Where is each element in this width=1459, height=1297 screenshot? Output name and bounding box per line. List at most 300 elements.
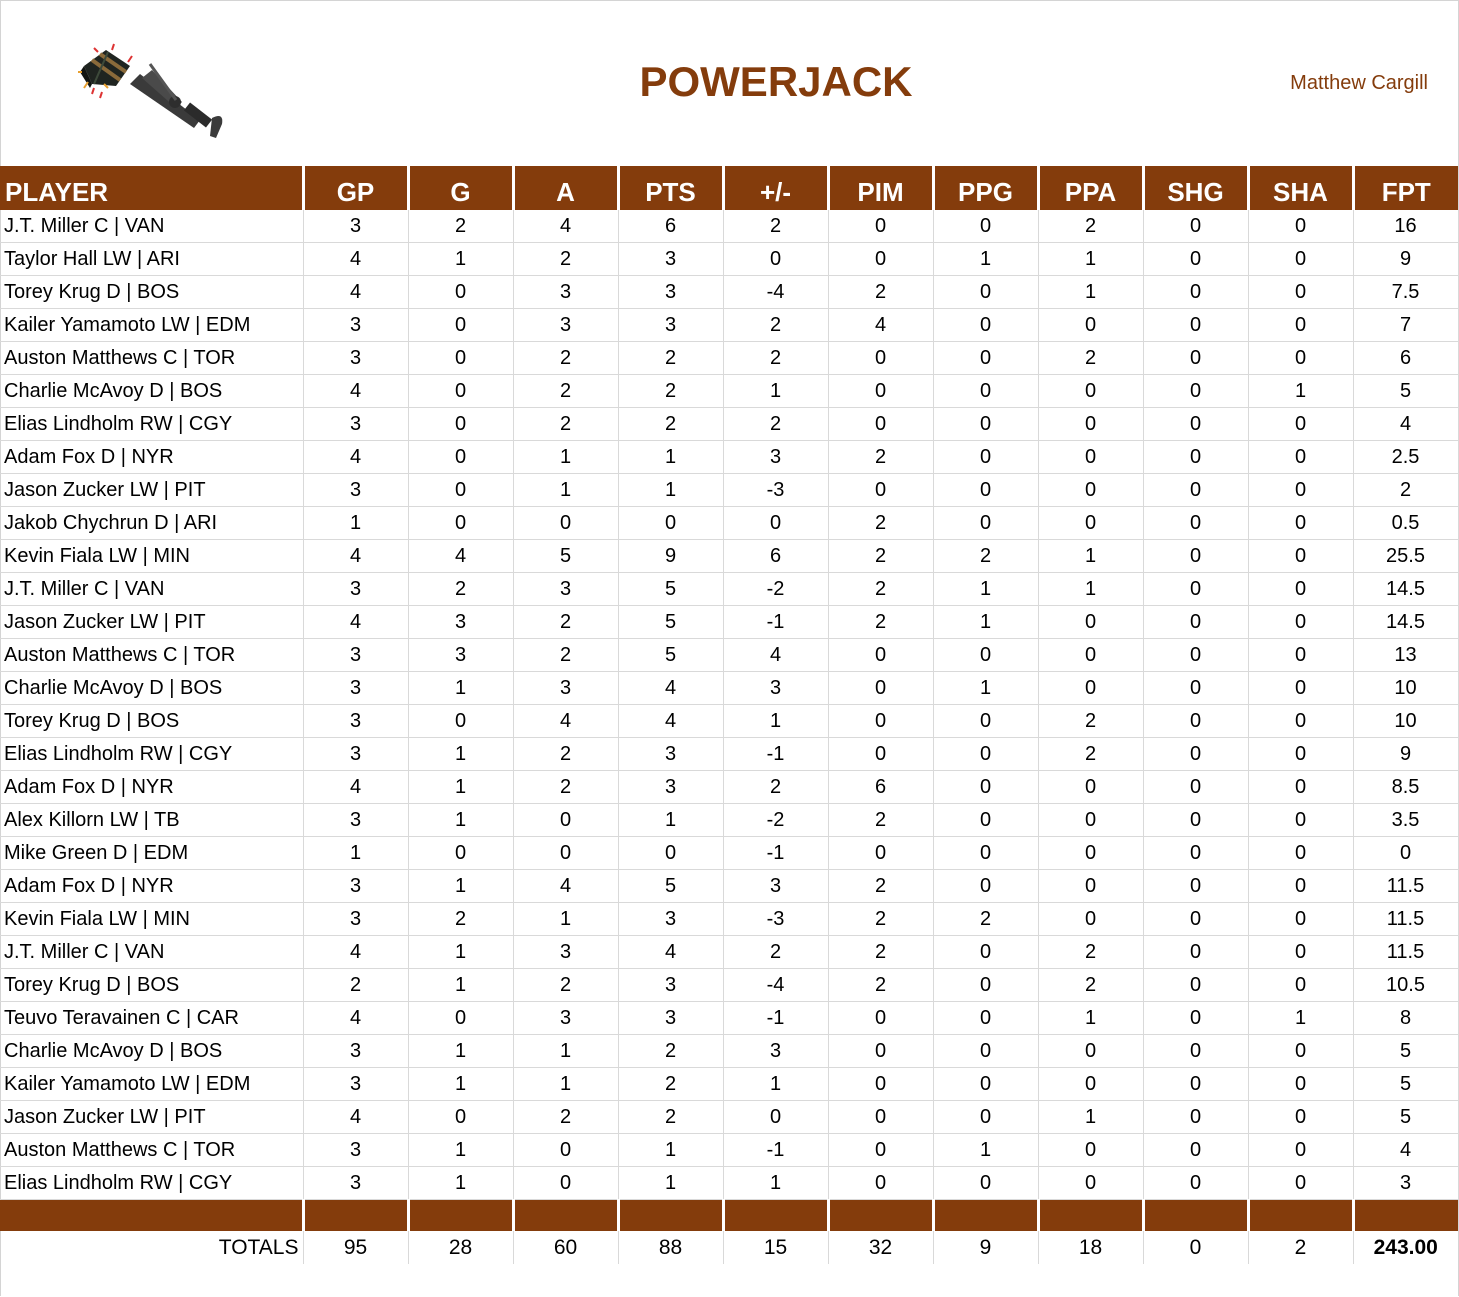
cell-plus-minus: 2 <box>723 309 828 342</box>
table-row <box>0 870 1458 903</box>
cell-plus-minus: 1 <box>723 705 828 738</box>
cell-gp: 4 <box>303 441 408 474</box>
cell-pim: 2 <box>828 507 933 540</box>
cell-plus-minus: -1 <box>723 837 828 870</box>
column-header-pim: PIM <box>828 166 933 210</box>
cell-shg: 0 <box>1143 276 1248 309</box>
cell-ppa: 0 <box>1038 408 1143 441</box>
cell-ppa: 0 <box>1038 672 1143 705</box>
cell-plus-minus: 3 <box>723 441 828 474</box>
cell-pim: 2 <box>828 276 933 309</box>
cell-fpt: 5 <box>1353 375 1458 408</box>
cell-player-name: Jason Zucker LW | PIT <box>0 474 303 507</box>
cell-a: 4 <box>513 210 618 243</box>
cell-pts: 3 <box>618 771 723 804</box>
table-row <box>0 1134 1458 1167</box>
column-header-a: A <box>513 166 618 210</box>
table-row <box>0 573 1458 606</box>
cell-sha: 0 <box>1248 210 1353 243</box>
cell-fpt: 11.5 <box>1353 870 1458 903</box>
cell-fpt: 13 <box>1353 639 1458 672</box>
cell-pts: 1 <box>618 1134 723 1167</box>
cell-player-name: Auston Matthews C | TOR <box>0 342 303 375</box>
cell-sha: 0 <box>1248 1101 1353 1134</box>
table-row <box>0 771 1458 804</box>
cell-ppa: 1 <box>1038 243 1143 276</box>
cell-pim: 0 <box>828 1101 933 1134</box>
cell-g: 2 <box>408 210 513 243</box>
cell-pts: 2 <box>618 375 723 408</box>
cell-a: 2 <box>513 969 618 1002</box>
cell-pim: 0 <box>828 408 933 441</box>
cell-a: 3 <box>513 573 618 606</box>
cell-fpt: 11.5 <box>1353 936 1458 969</box>
cell-pts: 4 <box>618 705 723 738</box>
cell-player-name: Kailer Yamamoto LW | EDM <box>0 309 303 342</box>
cell-a: 1 <box>513 1035 618 1068</box>
cell-gp: 3 <box>303 342 408 375</box>
cell-fpt: 5 <box>1353 1101 1458 1134</box>
cell-a: 0 <box>513 1134 618 1167</box>
cell-ppg: 1 <box>933 672 1038 705</box>
cell-pim: 2 <box>828 441 933 474</box>
table-row <box>0 705 1458 738</box>
cell-ppa: 0 <box>1038 804 1143 837</box>
cell-plus-minus: -3 <box>723 903 828 936</box>
cell-shg: 0 <box>1143 1002 1248 1035</box>
cell-fpt: 4 <box>1353 1134 1458 1167</box>
cell-pim: 2 <box>828 903 933 936</box>
cell-sha: 0 <box>1248 672 1353 705</box>
cell-fpt: 8.5 <box>1353 771 1458 804</box>
cell-player-name: Adam Fox D | NYR <box>0 771 303 804</box>
cell-ppg: 0 <box>933 375 1038 408</box>
cell-gp: 3 <box>303 408 408 441</box>
cell-g: 0 <box>408 309 513 342</box>
cell-player-name: Jason Zucker LW | PIT <box>0 606 303 639</box>
cell-sha: 0 <box>1248 474 1353 507</box>
cell-shg: 0 <box>1143 1134 1248 1167</box>
cell-pts: 5 <box>618 573 723 606</box>
cell-ppg: 0 <box>933 1101 1038 1134</box>
cell-shg: 0 <box>1143 342 1248 375</box>
cell-g: 0 <box>408 1002 513 1035</box>
cell-sha: 0 <box>1248 870 1353 903</box>
cell-ppa: 1 <box>1038 276 1143 309</box>
cell-player-name: Elias Lindholm RW | CGY <box>0 1167 303 1200</box>
cell-fpt: 11.5 <box>1353 903 1458 936</box>
cell-a: 2 <box>513 606 618 639</box>
table-row <box>0 309 1458 342</box>
table-row <box>0 408 1458 441</box>
powerjack-hammer-icon <box>72 22 232 142</box>
cell-ppa: 1 <box>1038 1101 1143 1134</box>
cell-fpt: 10.5 <box>1353 969 1458 1002</box>
cell-gp: 3 <box>303 309 408 342</box>
total-gp: 95 <box>303 1231 408 1264</box>
cell-gp: 3 <box>303 474 408 507</box>
column-header-g: G <box>408 166 513 210</box>
cell-pim: 4 <box>828 309 933 342</box>
cell-pim: 2 <box>828 540 933 573</box>
table-row <box>0 474 1458 507</box>
cell-ppg: 0 <box>933 1167 1038 1200</box>
cell-shg: 0 <box>1143 441 1248 474</box>
cell-ppg: 0 <box>933 771 1038 804</box>
cell-fpt: 5 <box>1353 1068 1458 1101</box>
cell-fpt: 10 <box>1353 672 1458 705</box>
cell-gp: 3 <box>303 639 408 672</box>
column-header-ppa: PPA <box>1038 166 1143 210</box>
table-row <box>0 243 1458 276</box>
cell-gp: 3 <box>303 903 408 936</box>
cell-pim: 0 <box>828 1002 933 1035</box>
cell-sha: 0 <box>1248 1035 1353 1068</box>
table-row <box>0 837 1458 870</box>
cell-shg: 0 <box>1143 969 1248 1002</box>
cell-plus-minus: 2 <box>723 210 828 243</box>
cell-pts: 3 <box>618 903 723 936</box>
cell-sha: 0 <box>1248 804 1353 837</box>
cell-sha: 0 <box>1248 738 1353 771</box>
cell-gp: 3 <box>303 1068 408 1101</box>
cell-player-name: Charlie McAvoy D | BOS <box>0 1035 303 1068</box>
cell-pts: 5 <box>618 870 723 903</box>
cell-player-name: J.T. Miller C | VAN <box>0 573 303 606</box>
cell-ppg: 0 <box>933 705 1038 738</box>
header-row <box>0 166 1458 210</box>
table-row <box>0 210 1458 243</box>
cell-pim: 2 <box>828 573 933 606</box>
cell-ppa: 0 <box>1038 474 1143 507</box>
cell-gp: 3 <box>303 210 408 243</box>
cell-player-name: Auston Matthews C | TOR <box>0 639 303 672</box>
cell-plus-minus: 2 <box>723 771 828 804</box>
cell-ppg: 0 <box>933 276 1038 309</box>
cell-shg: 0 <box>1143 738 1248 771</box>
cell-g: 0 <box>408 342 513 375</box>
cell-g: 3 <box>408 639 513 672</box>
cell-pts: 1 <box>618 474 723 507</box>
cell-ppa: 0 <box>1038 1035 1143 1068</box>
cell-fpt: 7 <box>1353 309 1458 342</box>
cell-ppg: 0 <box>933 309 1038 342</box>
cell-gp: 4 <box>303 375 408 408</box>
cell-sha: 0 <box>1248 507 1353 540</box>
cell-a: 0 <box>513 837 618 870</box>
cell-pts: 4 <box>618 936 723 969</box>
cell-sha: 0 <box>1248 342 1353 375</box>
cell-pim: 0 <box>828 375 933 408</box>
cell-sha: 0 <box>1248 1068 1353 1101</box>
cell-sha: 0 <box>1248 243 1353 276</box>
total-sha: 2 <box>1248 1231 1353 1264</box>
cell-ppa: 0 <box>1038 771 1143 804</box>
cell-a: 4 <box>513 705 618 738</box>
cell-a: 2 <box>513 1101 618 1134</box>
cell-g: 4 <box>408 540 513 573</box>
cell-sha: 0 <box>1248 936 1353 969</box>
cell-gp: 3 <box>303 1035 408 1068</box>
total-fpt: 243.00 <box>1353 1231 1458 1264</box>
cell-pim: 2 <box>828 969 933 1002</box>
cell-shg: 0 <box>1143 771 1248 804</box>
cell-gp: 4 <box>303 1101 408 1134</box>
cell-fpt: 3.5 <box>1353 804 1458 837</box>
cell-gp: 3 <box>303 738 408 771</box>
totals-label: TOTALS <box>218 1235 299 1259</box>
cell-ppg: 1 <box>933 243 1038 276</box>
cell-pim: 0 <box>828 210 933 243</box>
cell-shg: 0 <box>1143 474 1248 507</box>
cell-fpt: 7.5 <box>1353 276 1458 309</box>
cell-player-name: Adam Fox D | NYR <box>0 870 303 903</box>
cell-g: 0 <box>408 474 513 507</box>
cell-shg: 0 <box>1143 1068 1248 1101</box>
cell-pim: 2 <box>828 870 933 903</box>
cell-ppa: 0 <box>1038 870 1143 903</box>
cell-a: 3 <box>513 936 618 969</box>
cell-sha: 0 <box>1248 606 1353 639</box>
cell-pim: 0 <box>828 672 933 705</box>
table-row <box>0 276 1458 309</box>
cell-a: 4 <box>513 870 618 903</box>
cell-player-name: Charlie McAvoy D | BOS <box>0 672 303 705</box>
cell-shg: 0 <box>1143 672 1248 705</box>
cell-plus-minus: -2 <box>723 573 828 606</box>
cell-ppa: 0 <box>1038 903 1143 936</box>
divider-bar <box>0 1200 1458 1232</box>
total-ppa: 18 <box>1038 1231 1143 1264</box>
cell-a: 5 <box>513 540 618 573</box>
cell-ppg: 1 <box>933 573 1038 606</box>
cell-fpt: 2.5 <box>1353 441 1458 474</box>
table-row <box>0 903 1458 936</box>
cell-a: 3 <box>513 1002 618 1035</box>
cell-shg: 0 <box>1143 705 1248 738</box>
cell-player-name: Elias Lindholm RW | CGY <box>0 738 303 771</box>
cell-plus-minus: 3 <box>723 672 828 705</box>
cell-pts: 3 <box>618 738 723 771</box>
cell-a: 2 <box>513 408 618 441</box>
cell-sha: 0 <box>1248 441 1353 474</box>
cell-pts: 2 <box>618 1035 723 1068</box>
cell-plus-minus: 2 <box>723 408 828 441</box>
table-row <box>0 1002 1458 1035</box>
table-row <box>0 804 1458 837</box>
cell-ppa: 1 <box>1038 573 1143 606</box>
cell-sha: 0 <box>1248 903 1353 936</box>
cell-gp: 2 <box>303 969 408 1002</box>
cell-ppa: 2 <box>1038 936 1143 969</box>
cell-pim: 0 <box>828 738 933 771</box>
cell-pts: 1 <box>618 804 723 837</box>
column-header-player: PLAYER <box>0 166 303 210</box>
cell-pim: 2 <box>828 936 933 969</box>
cell-g: 2 <box>408 903 513 936</box>
cell-pts: 2 <box>618 1068 723 1101</box>
cell-pts: 2 <box>618 1101 723 1134</box>
cell-a: 2 <box>513 639 618 672</box>
cell-player-name: Torey Krug D | BOS <box>0 969 303 1002</box>
cell-pts: 1 <box>618 441 723 474</box>
cell-g: 1 <box>408 1134 513 1167</box>
cell-pim: 0 <box>828 342 933 375</box>
cell-player-name: Kevin Fiala LW | MIN <box>0 540 303 573</box>
cell-g: 1 <box>408 672 513 705</box>
cell-a: 3 <box>513 309 618 342</box>
cell-shg: 0 <box>1143 243 1248 276</box>
cell-plus-minus: 1 <box>723 1068 828 1101</box>
cell-gp: 3 <box>303 1134 408 1167</box>
cell-ppa: 0 <box>1038 1068 1143 1101</box>
total-pts: 88 <box>618 1231 723 1264</box>
cell-pts: 1 <box>618 1167 723 1200</box>
cell-g: 0 <box>408 441 513 474</box>
cell-ppa: 2 <box>1038 738 1143 771</box>
table-row <box>0 606 1458 639</box>
cell-g: 0 <box>408 1101 513 1134</box>
cell-plus-minus: 1 <box>723 1167 828 1200</box>
cell-pts: 3 <box>618 243 723 276</box>
cell-plus-minus: -2 <box>723 804 828 837</box>
cell-ppg: 0 <box>933 441 1038 474</box>
cell-player-name: Charlie McAvoy D | BOS <box>0 375 303 408</box>
cell-shg: 0 <box>1143 540 1248 573</box>
cell-g: 0 <box>408 837 513 870</box>
cell-a: 2 <box>513 243 618 276</box>
cell-pts: 9 <box>618 540 723 573</box>
stats-table <box>0 166 1459 1264</box>
cell-g: 1 <box>408 771 513 804</box>
cell-a: 3 <box>513 276 618 309</box>
cell-pim: 2 <box>828 804 933 837</box>
cell-ppa: 2 <box>1038 342 1143 375</box>
column-header-gp: GP <box>303 166 408 210</box>
cell-plus-minus: 0 <box>723 1101 828 1134</box>
cell-pts: 0 <box>618 837 723 870</box>
cell-ppg: 0 <box>933 870 1038 903</box>
cell-g: 1 <box>408 738 513 771</box>
cell-pim: 0 <box>828 837 933 870</box>
cell-shg: 0 <box>1143 639 1248 672</box>
cell-shg: 0 <box>1143 903 1248 936</box>
cell-g: 1 <box>408 1068 513 1101</box>
cell-ppg: 1 <box>933 1134 1038 1167</box>
cell-fpt: 5 <box>1353 1035 1458 1068</box>
cell-shg: 0 <box>1143 507 1248 540</box>
cell-shg: 0 <box>1143 210 1248 243</box>
cell-ppg: 0 <box>933 837 1038 870</box>
cell-ppg: 0 <box>933 210 1038 243</box>
cell-pim: 6 <box>828 771 933 804</box>
column-header-plus-minus: +/- <box>723 166 828 210</box>
cell-shg: 0 <box>1143 573 1248 606</box>
cell-gp: 3 <box>303 573 408 606</box>
cell-a: 2 <box>513 342 618 375</box>
cell-plus-minus: -1 <box>723 606 828 639</box>
cell-plus-minus: -4 <box>723 969 828 1002</box>
cell-sha: 0 <box>1248 276 1353 309</box>
cell-sha: 0 <box>1248 1167 1353 1200</box>
cell-pim: 0 <box>828 639 933 672</box>
cell-gp: 3 <box>303 705 408 738</box>
cell-g: 1 <box>408 969 513 1002</box>
cell-fpt: 9 <box>1353 738 1458 771</box>
table-row <box>0 639 1458 672</box>
cell-ppg: 0 <box>933 639 1038 672</box>
cell-fpt: 2 <box>1353 474 1458 507</box>
cell-pim: 0 <box>828 1035 933 1068</box>
cell-plus-minus: 0 <box>723 243 828 276</box>
owner-name: Matthew Cargill <box>1290 72 1428 94</box>
cell-ppa: 0 <box>1038 639 1143 672</box>
cell-plus-minus: 2 <box>723 936 828 969</box>
cell-a: 1 <box>513 474 618 507</box>
cell-player-name: Elias Lindholm RW | CGY <box>0 408 303 441</box>
cell-player-name: Kailer Yamamoto LW | EDM <box>0 1068 303 1101</box>
cell-sha: 0 <box>1248 837 1353 870</box>
cell-pim: 0 <box>828 474 933 507</box>
cell-ppg: 0 <box>933 507 1038 540</box>
cell-ppa: 0 <box>1038 441 1143 474</box>
cell-a: 1 <box>513 441 618 474</box>
cell-plus-minus: -1 <box>723 738 828 771</box>
cell-ppa: 0 <box>1038 507 1143 540</box>
totals-row <box>0 1231 1458 1264</box>
cell-gp: 3 <box>303 672 408 705</box>
cell-g: 0 <box>408 408 513 441</box>
cell-sha: 1 <box>1248 375 1353 408</box>
cell-pts: 5 <box>618 639 723 672</box>
cell-ppa: 2 <box>1038 705 1143 738</box>
cell-ppg: 0 <box>933 408 1038 441</box>
cell-g: 3 <box>408 606 513 639</box>
cell-ppg: 0 <box>933 936 1038 969</box>
cell-plus-minus: -1 <box>723 1002 828 1035</box>
cell-pts: 4 <box>618 672 723 705</box>
cell-plus-minus: -4 <box>723 276 828 309</box>
cell-ppa: 0 <box>1038 1167 1143 1200</box>
cell-gp: 4 <box>303 276 408 309</box>
total-pim: 32 <box>828 1231 933 1264</box>
cell-g: 1 <box>408 243 513 276</box>
table-row <box>0 1101 1458 1134</box>
cell-shg: 0 <box>1143 936 1248 969</box>
table-row <box>0 441 1458 474</box>
table-row <box>0 375 1458 408</box>
cell-plus-minus: -1 <box>723 1134 828 1167</box>
cell-player-name: Taylor Hall LW | ARI <box>0 243 303 276</box>
cell-ppa: 0 <box>1038 606 1143 639</box>
cell-ppa: 2 <box>1038 210 1143 243</box>
cell-gp: 3 <box>303 1167 408 1200</box>
cell-a: 2 <box>513 738 618 771</box>
cell-fpt: 25.5 <box>1353 540 1458 573</box>
cell-g: 1 <box>408 804 513 837</box>
cell-player-name: Auston Matthews C | TOR <box>0 1134 303 1167</box>
cell-pts: 3 <box>618 969 723 1002</box>
cell-sha: 0 <box>1248 1134 1353 1167</box>
cell-player-name: J.T. Miller C | VAN <box>0 210 303 243</box>
cell-fpt: 9 <box>1353 243 1458 276</box>
cell-ppa: 0 <box>1038 375 1143 408</box>
cell-a: 2 <box>513 375 618 408</box>
cell-gp: 1 <box>303 507 408 540</box>
table-row <box>0 969 1458 1002</box>
cell-pts: 3 <box>618 276 723 309</box>
cell-sha: 1 <box>1248 1002 1353 1035</box>
